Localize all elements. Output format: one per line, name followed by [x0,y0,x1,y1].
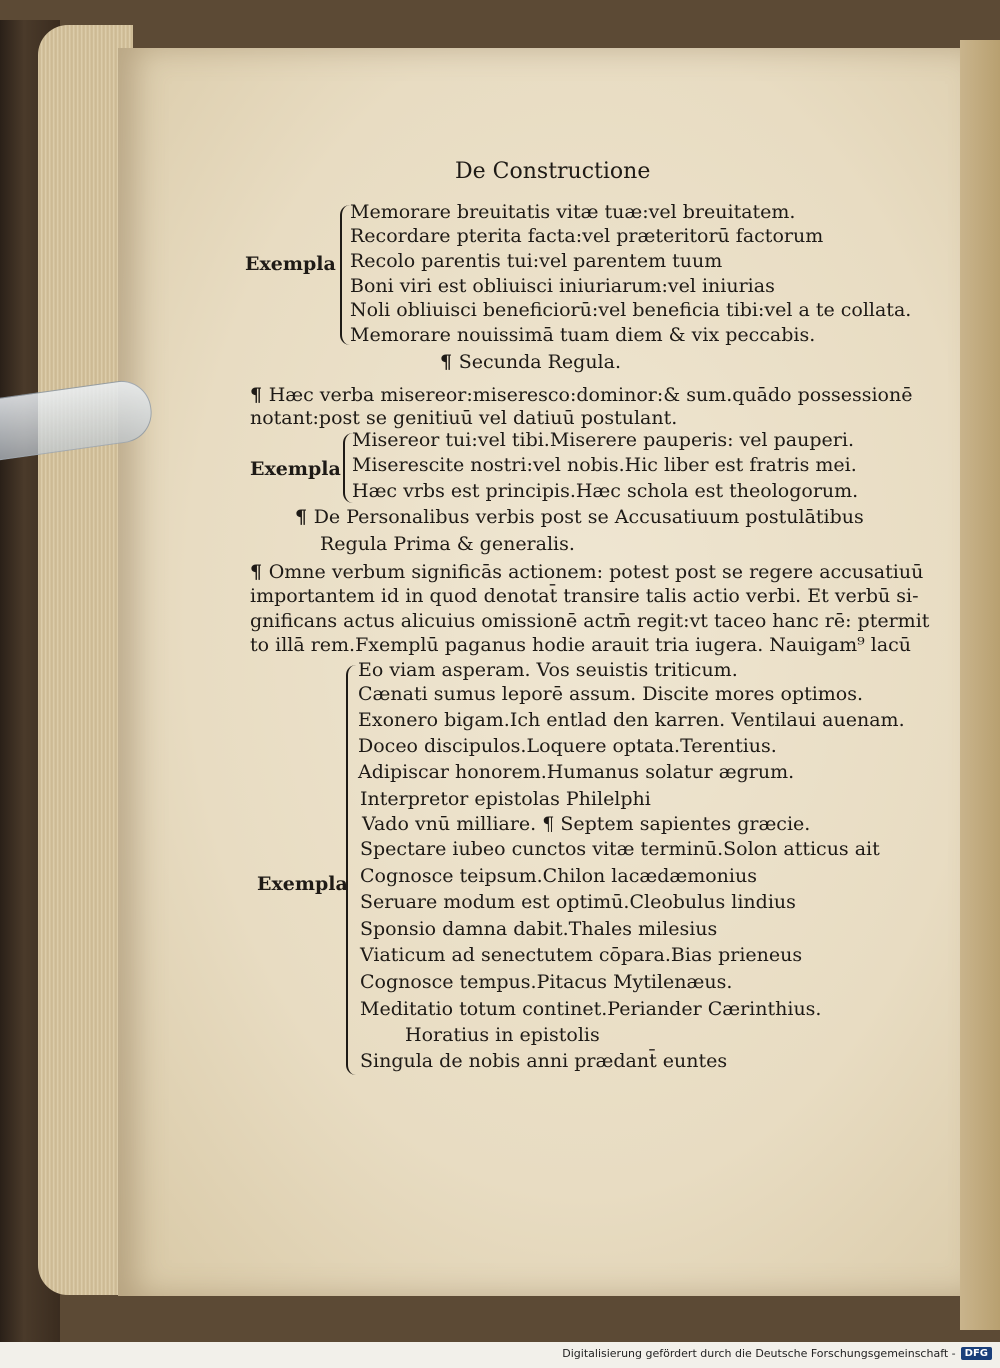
example-line: Adipiscar honorem.Humanus solatur ægrum. [358,761,795,783]
example-line: Interpretor epistolas Philelphi [360,788,651,810]
exempla-label-1: Exempla [245,253,336,275]
rule-text-line: ¶ Hæc verba misereor:miseresco:dominor:& sum.quādo possessionē [250,384,913,406]
example-line: Cænati sumus leporē assum. Discite mores optimos. [358,683,864,705]
example-line: Viaticum ad senectutem cōpara.Bias prieneus [360,944,803,966]
brace-3 [346,665,358,1075]
example-line: Doceo discipulos.Loquere optata.Terentius. [358,735,777,757]
example-line: Meditatio totum continet.Periander Cærinthius. [360,998,822,1020]
dfg-logo-icon: DFG [961,1347,992,1360]
example-line: Recolo parentis tui:vel parentem tuum [350,250,723,272]
example-line: Recordare pterita facta:vel præteritorū factorum [350,225,824,247]
footer-text: Digitalisierung gefördert durch die Deutsche Forschungsgemeinschaft - [562,1346,956,1360]
rule-text-line: ¶ Omne verbum significās actionem: potest post se regere accusatiuū [250,561,924,583]
example-line: Spectare iubeo cunctos vitæ terminū.Solon atticus ait [360,838,880,860]
exempla-label-2: Exempla [250,458,341,480]
pilcrow-icon: ¶ [295,506,314,528]
example-line: Memorare nouissimā tuam diem & vix peccabis. [350,324,816,346]
rule-text-line: importantem id in quod denotat̄ transire talis actio verbi. Et verbū si- [250,585,919,607]
example-line: Misereor tui:vel tibi.Miserere pauperis: vel pauperi. [352,429,854,451]
example-line: Boni viri est obliuisci iniuriarum:vel iniurias [350,275,775,297]
example-line: Horatius in epistolis [405,1024,600,1046]
example-line: Noli obliuisci beneficiorū:vel beneficia tibi:vel a te collata. [350,299,912,321]
example-line: Cognosce teipsum.Chilon lacædæmonius [360,865,757,887]
rule-heading: ¶ Secunda Regula. [440,351,622,373]
rule-text-line: gnificans actus alicuius omissionē actm̄ regit:vt taceo hanc rē: ptermit [250,610,930,632]
example-line: Sponsio damna dabit.Thales milesius [360,918,718,940]
brace-1 [340,205,350,345]
pilcrow-icon: ¶ [440,351,459,373]
rule-heading: Regula Prima & generalis. [320,533,575,555]
example-line: Cognosce tempus.Pitacus Mytilenæus. [360,971,733,993]
rule-text-line: to illā rem.Fxemplū paganus hodie arauit tria iugera. Nauigam⁹ lacū [250,634,912,656]
pilcrow-icon: ¶ [250,561,269,583]
example-line: Seruare modum est optimū.Cleobulus lindius [360,891,796,913]
rule-heading: ¶ De Personalibus verbis post se Accusatiuum postulātibus [295,506,864,528]
example-line: Miserescite nostri:vel nobis.Hic liber est fratris mei. [352,454,857,476]
exempla-label-3: Exempla [257,873,348,895]
rule-text-line: notant:post se genitiuū vel datiuū postulant. [250,407,678,429]
pilcrow-icon: ¶ [250,384,269,406]
example-line: Exonero bigam.Ich entlad den karren. Ventilaui auenam. [358,709,905,731]
page-title: De Constructione [455,159,651,184]
example-line: Vado vnū milliare. ¶ Septem sapientes græcie. [362,813,811,835]
funding-footer [562,1344,992,1362]
example-line: Eo viam asperam. Vos seuistis triticum. [358,659,738,681]
example-line: Singula de nobis anni prædant̄ euntes [360,1050,728,1072]
example-line: Memorare breuitatis vitæ tuæ:vel breuitatem. [350,201,796,223]
example-line: Hæc vrbs est principis.Hæc schola est theologorum. [352,480,859,502]
